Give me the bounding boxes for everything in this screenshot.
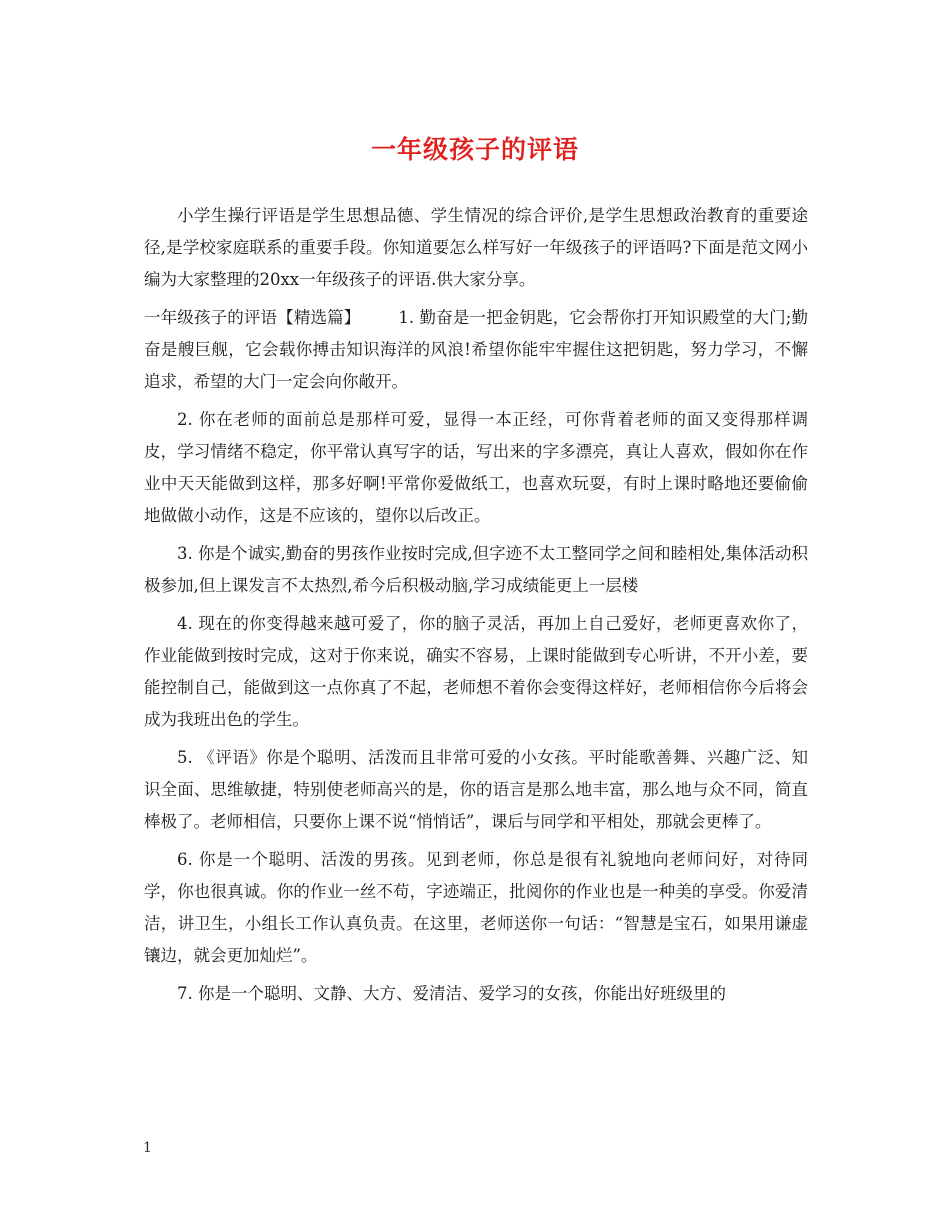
- section-heading: 一年级孩子的评语【精选篇】: [144, 308, 361, 327]
- page-number: 1: [143, 1140, 152, 1156]
- section-first-paragraph: [144, 302, 808, 398]
- paragraph-1: 1. 勤奋是一把金钥匙，它会帮你打开知识殿堂的大门;勤奋是艘巨舰，它会载你搏击知识海洋的风浪!希望你能牢牢握住这把钥匙，努力学习，不懈追求，希望的大门一定会向你敞开。: [144, 308, 809, 391]
- paragraph-6: 6. 你是一个聪明、活泼的男孩。见到老师，你总是很有礼貌地向老师问好，对待同学，你也很真诚。你的作业一丝不苟，字迹端正，批阅你的作业也是一种美的享受。你爱清洁，讲卫生，小组长工作认真负责。在这里，老师送你一句话：“智慧是宝石，如果用谦虚镶边，就会更加灿烂”。: [144, 850, 808, 965]
- page-title: 一年级孩子的评语: [370, 135, 579, 164]
- paragraph-2: 2. 你在老师的面前总是那样可爱，显得一本正经，可你背着老师的面又变得那样调皮，学习情绪不稳定，你平常认真写字的话，写出来的字多漂亮，真让人喜欢，假如你在作业中天天能做到这样，那多好啊!平常你爱做纸工，也喜欢玩耍，有时上课时略地还要偷偷地做做小动作，这是不应该的，望你以后改正。: [144, 410, 808, 525]
- paragraph-7: 7. 你是一个聪明、文静、大方、爱清洁、爱学习的女孩，你能出好班级里的: [177, 984, 726, 1003]
- paragraph-4: 4. 现在的你变得越来越可爱了，你的脑子灵活，再加上自己爱好，老师更喜欢你了，作业能做到按时完成，这对于你来说，确实不容易，上课时能做到专心听讲，不开小差，要能控制自己，能做到这一点你真了不起，老师想不着你会变得这样好，老师相信你今后将会成为我班出色的学生。: [144, 614, 808, 729]
- paragraph-3: 3. 你是个诚实,勤奋的男孩作业按时完成,但字迹不太工整同学之间和睦相处,集体活动积极参加,但上课发言不太热烈,希今后积极动脑,学习成绩能更上一层楼: [144, 544, 808, 595]
- paragraph-5: 5. 《评语》你是个聪明、活泼而且非常可爱的小女孩。平时能歌善舞、兴趣广泛、知识全面、思维敏捷，特别使老师高兴的是，你的语言是那么地丰富，那么地与众不同，简直棒极了。老师相信，只要你上课不说“悄悄话”，课后与同学和平相处，那就会更棒了。: [144, 748, 808, 831]
- intro-paragraph: 小学生操行评语是学生思想品德、学生情况的综合评价,是学生思想政治教育的重要途径,是学校家庭联系的重要手段。你知道要怎么样写好一年级孩子的评语吗?下面是范文网小编为大家整理的20xx一年级孩子的评语.供大家分享。: [144, 206, 808, 289]
- document-body: [144, 200, 808, 1016]
